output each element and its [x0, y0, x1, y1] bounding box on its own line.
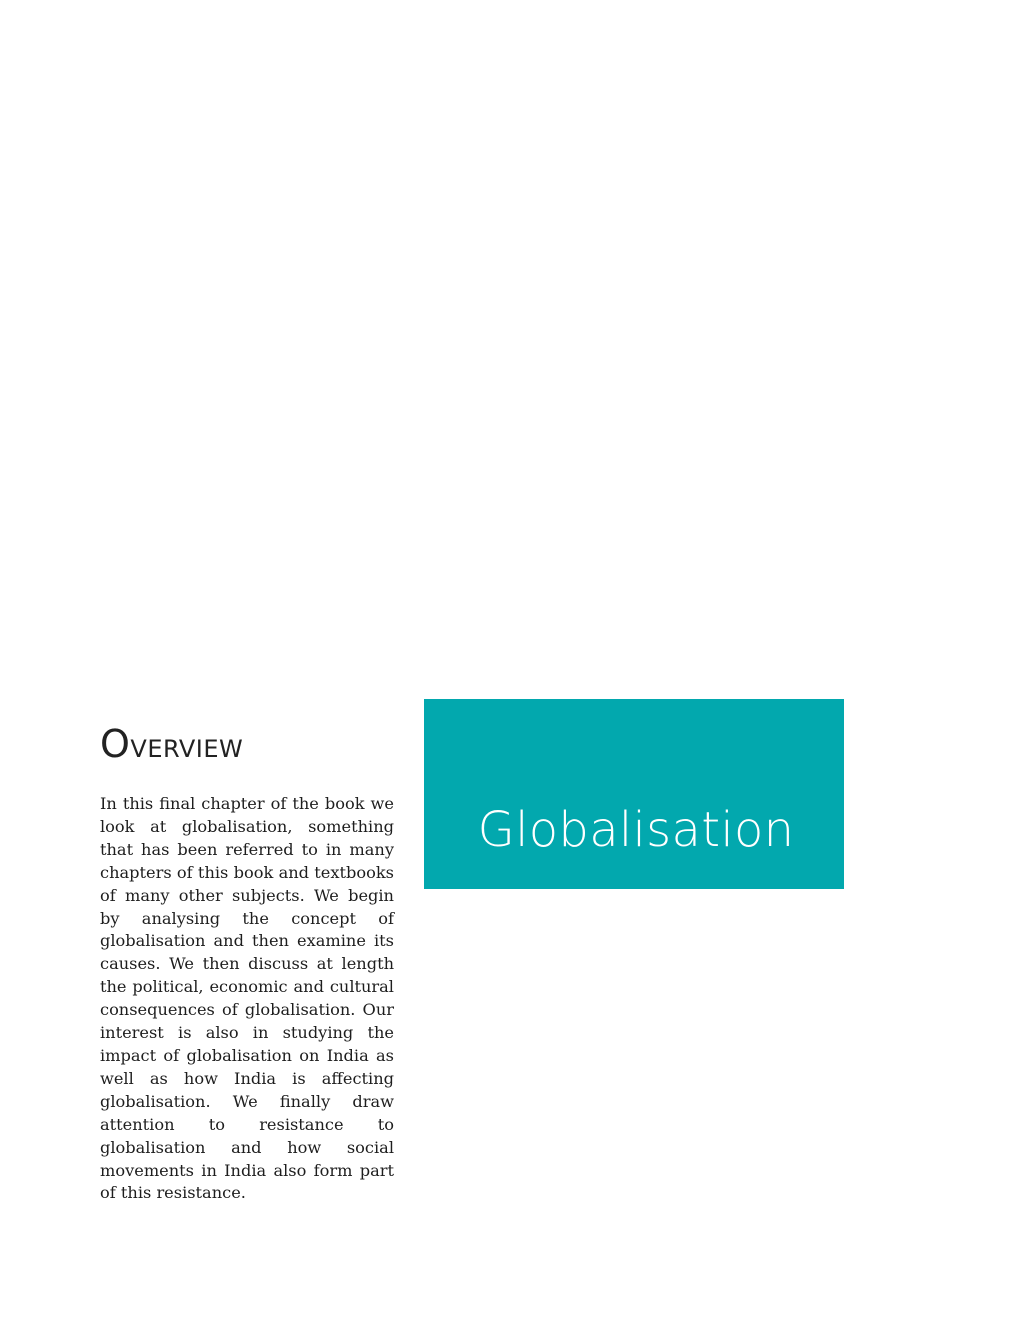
chapter-title: Globalisation: [477, 802, 795, 858]
overview-heading-initial: O: [100, 722, 131, 766]
chapter-title-box: [424, 699, 844, 889]
overview-heading-rest: VERVIEW: [130, 735, 244, 763]
overview-section: [100, 722, 394, 1205]
overview-heading: [100, 722, 394, 771]
overview-paragraph: In this final chapter of the book we look at globalisation, something that has been referred to in many chapters of this book and textbooks of many other subjects. We begin by analysing the concept of globalisation and then examine its causes. We then discuss at length the political, economic and cultural consequences of globalisation. Our interest is also in studying the impact of globalisation on India as well as how India is affecting globalisation. We finally draw attention to resistance to globalisation and how social movements in India also form part of this resistance.: [100, 794, 394, 1203]
